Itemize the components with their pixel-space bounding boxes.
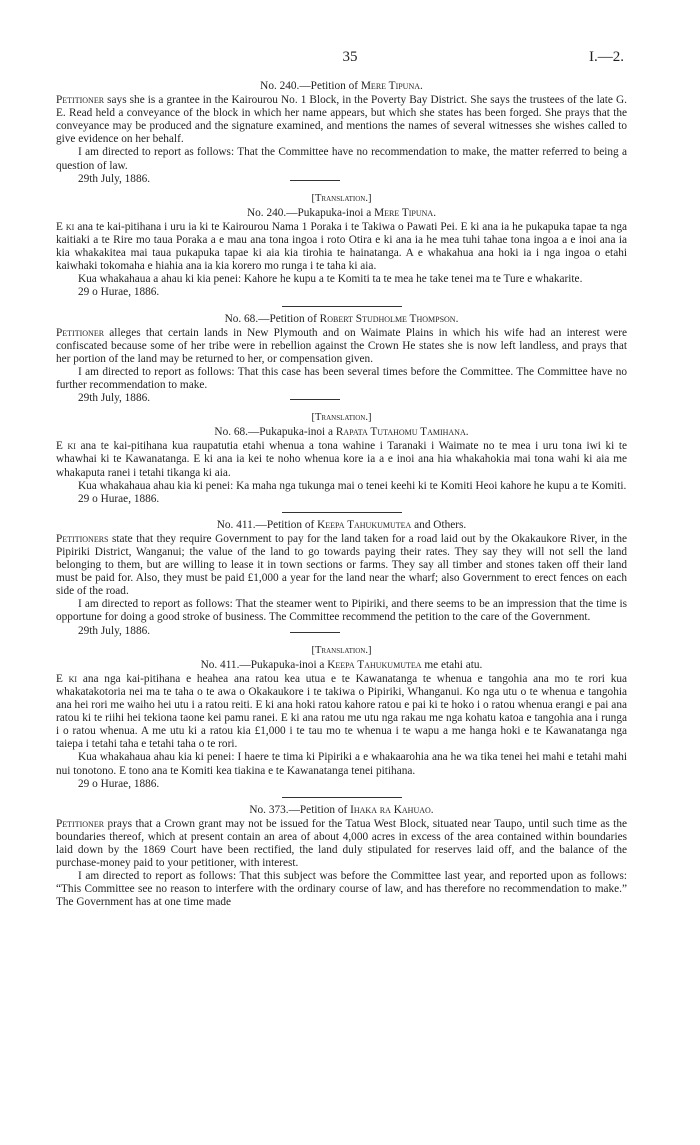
petition-body: Petitioners state that they require Government to pay for the land taken for a road laid out by the Okakaukore River, in the Pipiriki District, Wanganui; the value of the land to go towards paying their rates. They say they will not sell the land belonging to them, but are willing to lease it in town sections or farms. They say all timber and stones taken off their land must be paid for. Also, they must be paid £1,000 a year for the land near the wharf; also Government to erect fences on each side of the road. (56, 532, 627, 598)
committee-report: I am directed to report as follows: That this case has been several times before the Committee. The Committee have no further recommendation to make. (56, 365, 627, 391)
translation-section (56, 411, 627, 506)
translation-label: [Translation.] (311, 192, 372, 204)
section-divider (282, 306, 402, 307)
translation-section (56, 644, 627, 791)
petition-body: Petitioner says she is a grantee in the Kairourou No. 1 Block, in the Poverty Bay District. She says the trustees of the late G. E. Read held a conveyance of the block in which her name appears, but which she states has been forged. She prays that the conveyance may be produced and the signature examined, and mentions the names of several witnesses she wishes called to give evidence on her behalf. (56, 94, 627, 146)
report-date: 29th July, 1886. (78, 625, 627, 638)
petition-section (56, 313, 627, 406)
short-rule (290, 632, 340, 633)
committee-report: I am directed to report as follows: That the Committee have no recommendation to make, the matter referred to being a question of law. (56, 146, 627, 172)
petition-section (56, 519, 627, 638)
committee-report: Kua whakahaua ahau kia ki penei: Ka maha nga tukunga mai o tenei keehi ki te Komiti Heoi kahore he kupu a te Komiti. (78, 479, 627, 492)
committee-report: Kua whakahaua a ahau ki kia penei: Kahore he kupu a te Komiti ta te mea he take tenei ma te Ture e whakarite. (78, 273, 583, 286)
petition-heading: No. 411.—Petition of Keepa Tahukumutea and Others. (216, 518, 467, 531)
report-date: 29 o Hurae, 1886. (78, 492, 160, 505)
section-divider (282, 797, 402, 798)
petition-section (56, 804, 627, 910)
petition-section (56, 80, 627, 186)
translation-label: [Translation.] (311, 412, 372, 424)
translation-section (56, 192, 627, 300)
petition-heading: No. 68.—Pukapuka-inoi a Rapata Tutahomu Tamihana. (214, 426, 469, 439)
petition-body: Petitioner alleges that certain lands in New Plymouth and on Waimate Plains in which his wife had an interest were confiscated because some of her tribe were in rebellion against the Crown He states she is now left landless, and prays that her portion of the land may be returned to her, or compensation given. (56, 326, 627, 365)
document-reference: I.—2. (589, 49, 624, 65)
section-divider (282, 512, 402, 513)
page-body (56, 80, 627, 915)
short-rule (290, 399, 340, 400)
page-number: 35 (342, 49, 358, 65)
report-date: 29th July, 1886. (78, 392, 627, 405)
petition-heading: No. 373.—Petition of Ihaka ra Kahuao. (249, 803, 434, 816)
report-date: 29 o Hurae, 1886. (78, 286, 160, 299)
report-date: 29 o Hurae, 1886. (78, 777, 160, 790)
committee-report: I am directed to report as follows: That this subject was before the Committee last year, and reported upon as follows: “This Committee see no reason to interfere with the ordinary course of law, and has therefore no recommendation to make.” The Government has at one time made (56, 870, 627, 909)
petition-body: E ki ana nga kai-pitihana e heahea ana ratou kea utua e te Kawanatanga te whenua e tangohia ana mo te rori kua whakatakotoria nei ma te taha o te awa o Okakaukore i te takiwa o Pipiriki, Whanganui. Ko nga utu o te whenua e tangohia ana hei rori me waiho hei utu i a ratou reiti. E ki ana hoki ratou kahore ratou e pai ki te hoko i o ratou whenua erangi e pai ana ratou ki te riihi hei tekiona taone kei pamu ranei. E ki ana ratou me utu nga rakau me nga kohatu katoa e tangohia ana i runga i o ratou whenua. A me utu ki a ratou kia £1,000 i te tau mo te whenua i te wapu a me hanga hoki e te Kawanatanga nga taiepa i tetahi taha e tetahi taha o te rori. (56, 672, 628, 751)
report-date: 29th July, 1886. (78, 173, 627, 186)
petition-heading: No. 240.—Petition of Mere Tipuna. (260, 80, 423, 92)
translation-label: [Translation.] (311, 644, 372, 656)
petition-body: Petitioner prays that a Crown grant may not be issued for the Tatua West Block, situated near Taupo, until such time as the boundaries thereof, which at present contain an area of about 4,000 acres in excess of the area contained within boundaries laid down by the 1869 Court have been rectified, the land duly stipulated for reserves laid off, and the balance of the purchase-money paid to your petitioner, with interest. (56, 817, 627, 870)
committee-report: I am directed to report as follows: That the steamer went to Pipiriki, and there seems to be an impression that the time is opportune for doing a good stroke of business. The Committee recommend the petition to the care of the Government. (56, 598, 627, 624)
committee-report: Kua whakahaua ahau kia ki penei: I haere te tima ki Pipiriki a e whakaarohia ana he wa tika tenei hei mahi e tetahi mahi nui tonotono. E tono ana te Komiti kea tiakina e te Kawanatanga tenei pitihana. (56, 751, 627, 777)
petition-heading: No. 411.—Pukapuka-inoi a Keepa Tahukumutea me etahi atu. (200, 658, 483, 671)
short-rule (290, 180, 340, 181)
petition-heading: No. 68.—Petition of Robert Studholme Thompson. (224, 312, 459, 325)
petition-body: E ki ana te kai-pitihana i uru ia ki te Kairourou Nama 1 Poraka i te Takiwa o Pawati Pei. E ki ana ia he pukapuka tapae ta nga kaitiaki a te Rire mo taua Poraka a e mau ana tona ingoa i roto Otira e ki ana ia he mea tuhi tahae tona ingoa a e inoi ana ia kia whakakitea mai taua pukapuka tapae ki aia kia tirohia te hainatanga. A e whakahua ana hoki ia i nga ingoa o etahi kaiwhaki tokomaha e hiahia ana ia kia korero mo runga i te taha ki aia. (56, 220, 627, 273)
petition-heading: No. 240.—Pukapuka-inoi a Mere Tipuna. (246, 206, 437, 219)
petition-body: E ki ana te kai-pitihana kua raupatutia etahi whenua a tona wahine i Taranaki i Waimate no te mea i uru tona iwi ki te whawhai ki te Kawanatanga. E ki ana ia kei te noho whenua kore ia a e inoi ana hia whakahokia mai tona wahi ki aia me whakaputa ranei i tetahi tikanga ki aia. (56, 440, 627, 479)
